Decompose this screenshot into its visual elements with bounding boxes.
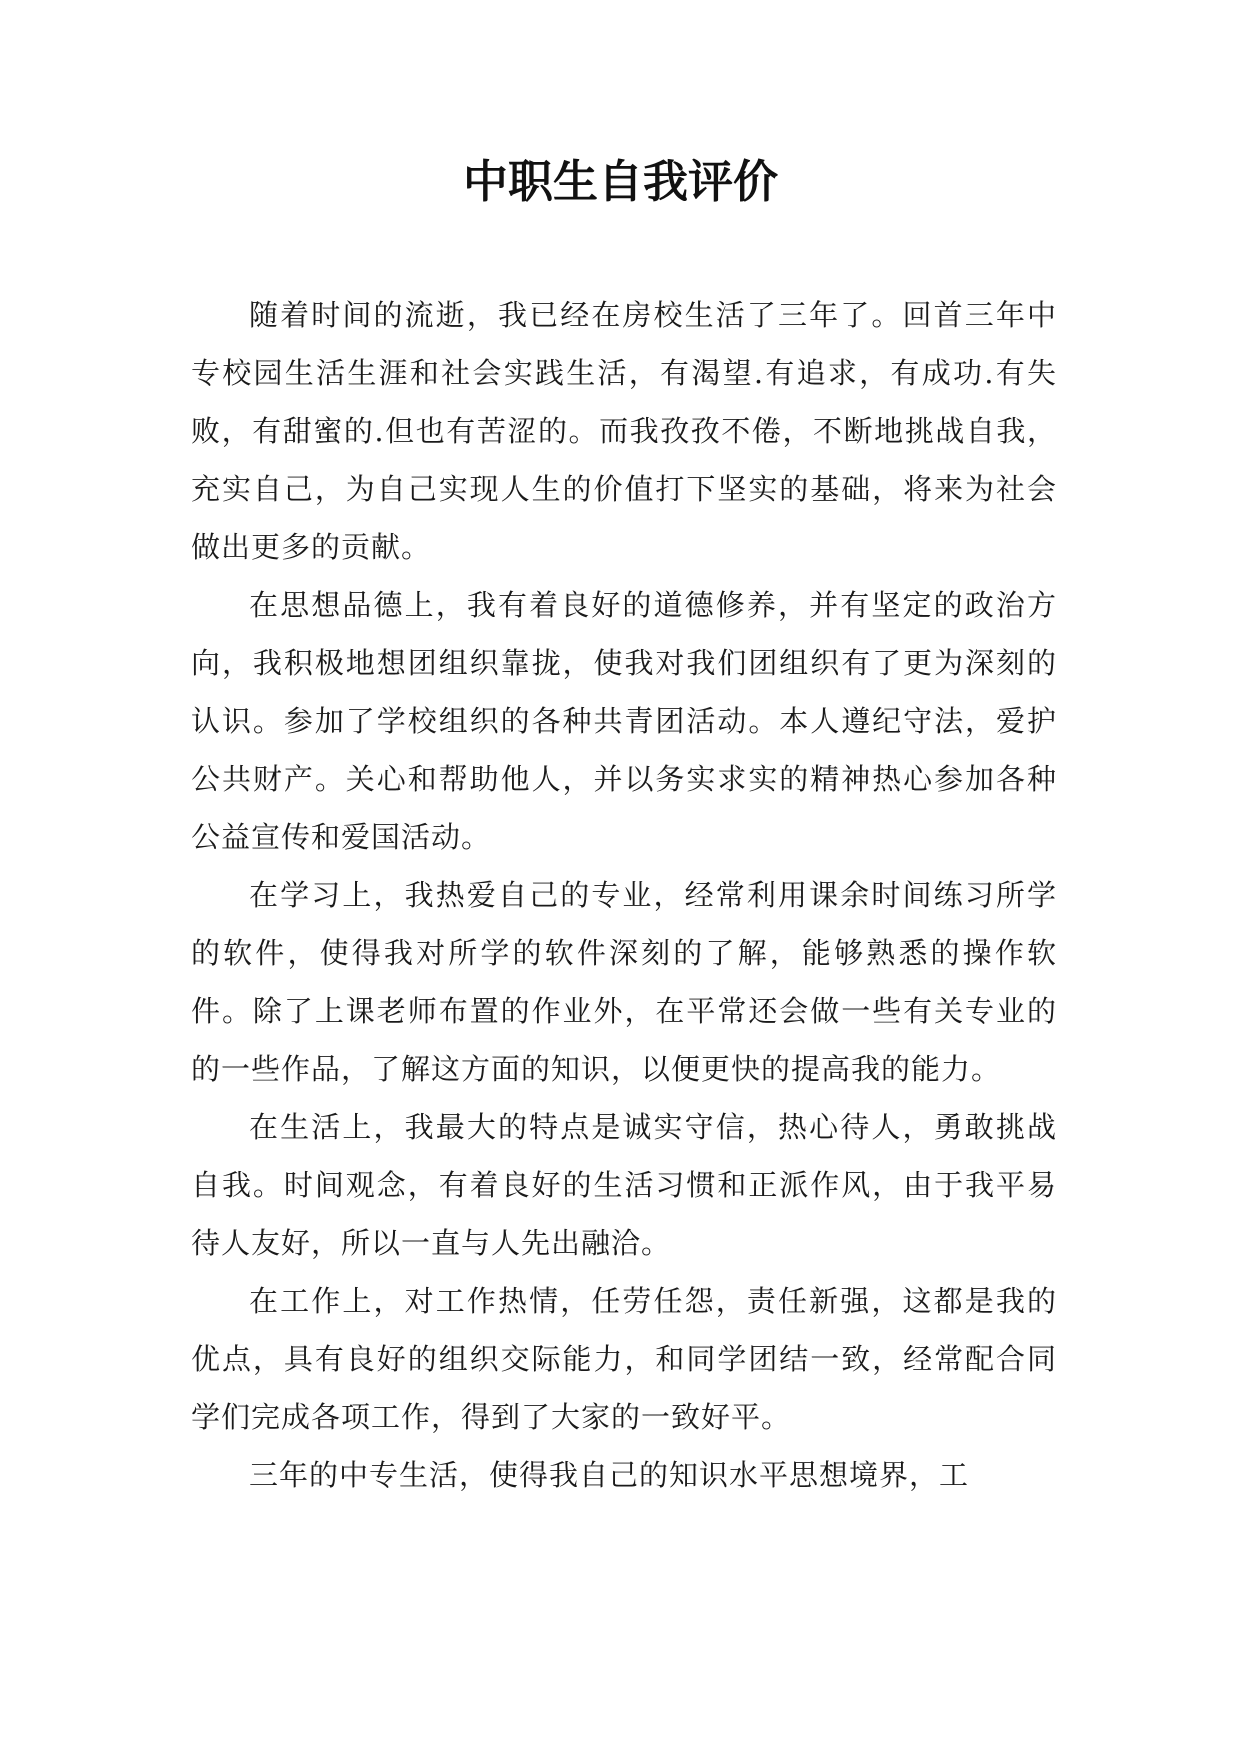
paragraph-intro: 随着时间的流逝，我已经在房校生活了三年了。回首三年中专校园生活生涯和社会实践生活，有渴望.有追求，有成功.有失败，有甜蜜的.但也有苦涩的。而我孜孜不倦，不断地挑战自我，充实自己，为自己实现人生的价值打下坚实的基础，将来为社会做出更多的贡献。 [191,298,1057,564]
document-title: 中职生自我评价 [462,155,778,208]
paragraph-summary: 三年的中专生活，使得我自己的知识水平思想境界，工 [249,1458,970,1492]
paragraph-life: 在生活上，我最大的特点是诚实守信，热心待人，勇敢挑战自我。时间观念，有着良好的生活习惯和正派作风，由于我平易待人友好，所以一直与人先出融洽。 [191,1110,1057,1260]
paragraph-ideology: 在思想品德上，我有着良好的道德修养，并有坚定的政治方向，我积极地想团组织靠拢，使我对我们团组织有了更为深刻的认识。参加了学校组织的各种共青团活动。本人遵纪守法，爱护公共财产。关心和帮助他人，并以务实求实的精神热心参加各种公益宣传和爱国活动。 [191,588,1057,854]
paragraph-work: 在工作上，对工作热情，任劳任怨，责任新强，这都是我的优点，具有良好的组织交际能力，和同学团结一致，经常配合同学们完成各项工作，得到了大家的一致好平。 [191,1284,1057,1434]
paragraph-study: 在学习上，我热爱自己的专业，经常利用课余时间练习所学的软件，使得我对所学的软件深刻的了解，能够熟悉的操作软件。除了上课老师布置的作业外，在平常还会做一些有关专业的的一些作品，了解这方面的知识，以便更快的提高我的能力。 [191,878,1057,1086]
document-body [191,286,1057,1504]
